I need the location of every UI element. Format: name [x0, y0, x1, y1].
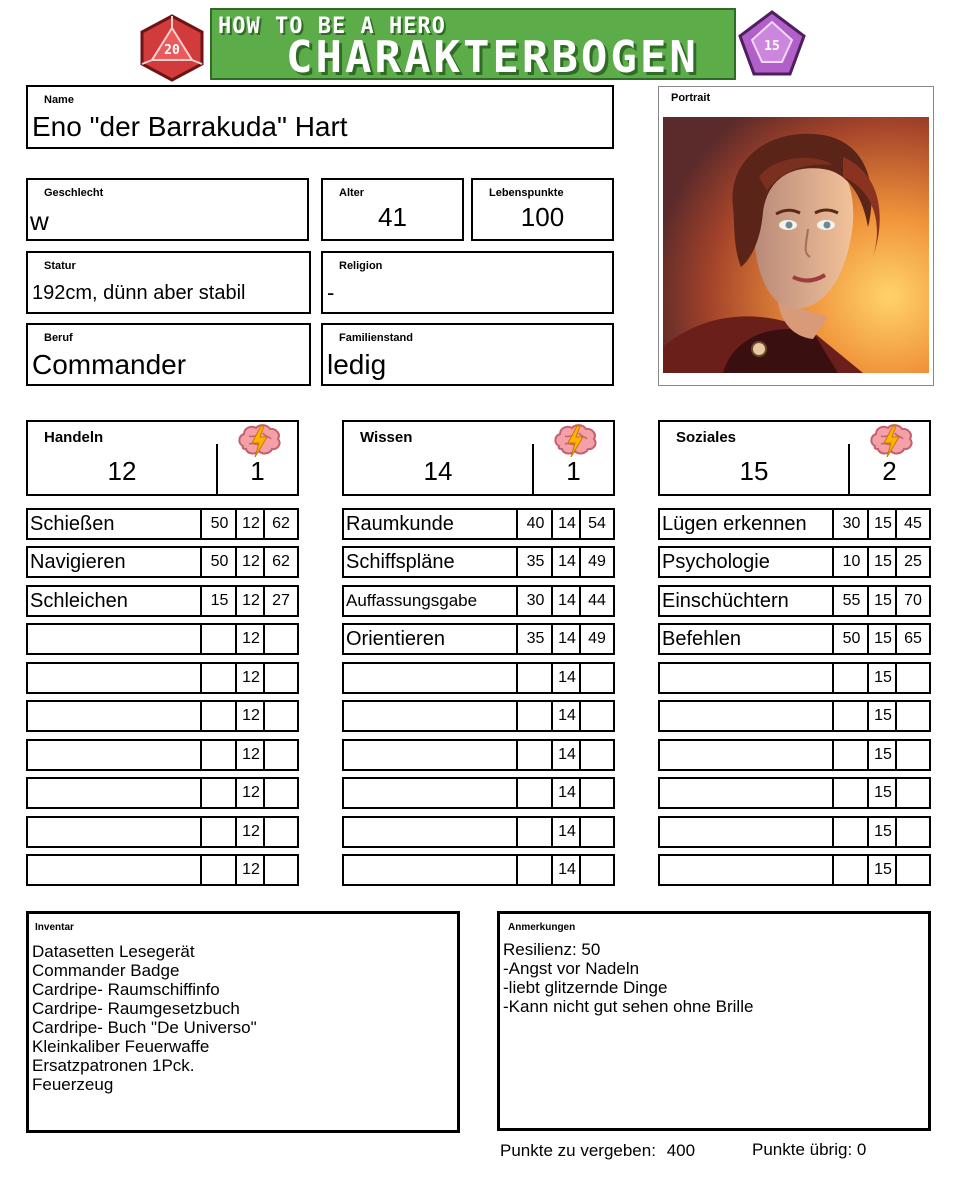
skill-bonus: 12: [235, 741, 265, 769]
skill-total: 25: [895, 548, 929, 576]
skill-total: 45: [895, 510, 929, 538]
skill-base[interactable]: 55: [832, 587, 869, 615]
statur-field[interactable]: [26, 251, 311, 314]
skill-base[interactable]: [516, 664, 553, 692]
category-name: Soziales: [676, 429, 737, 446]
skill-bonus: 15: [867, 625, 897, 653]
points-to-spend: [500, 1141, 695, 1161]
skill-bonus: 14: [551, 856, 581, 884]
skill-bonus: 12: [235, 548, 265, 576]
skill-row[interactable]: [342, 662, 615, 694]
skill-row[interactable]: [342, 816, 615, 848]
geschlecht-value: w: [30, 206, 49, 236]
svg-text:20: 20: [164, 43, 180, 58]
skill-base[interactable]: 30: [516, 587, 553, 615]
name-field[interactable]: [26, 85, 614, 149]
skill-total: [579, 741, 613, 769]
skill-bonus: 15: [867, 779, 897, 807]
beruf-field[interactable]: [26, 323, 311, 386]
skill-base[interactable]: [516, 741, 553, 769]
skill-name[interactable]: Einschüchtern: [662, 589, 789, 612]
skill-total: [895, 779, 929, 807]
skill-row[interactable]: [658, 508, 931, 540]
category-name: Handeln: [44, 429, 104, 446]
points-to-spend-label: Punkte zu vergeben:: [500, 1141, 656, 1160]
skill-total: 62: [263, 510, 297, 538]
skill-base[interactable]: 30: [832, 510, 869, 538]
skill-total: [263, 818, 297, 846]
religion-label: Religion: [339, 260, 383, 272]
points-remaining-label: Punkte übrig:: [752, 1140, 853, 1159]
skill-base[interactable]: [200, 625, 237, 653]
skill-base[interactable]: [832, 818, 869, 846]
inventar-item: Ersatzpatronen 1Pck.: [32, 1056, 195, 1075]
category-soziales-header: [658, 420, 931, 496]
skill-bonus: 14: [551, 779, 581, 807]
category-inspiration[interactable]: 1: [566, 456, 581, 486]
portrait-image: [663, 117, 929, 373]
skill-base[interactable]: [200, 741, 237, 769]
category-wissen-header: [342, 420, 615, 496]
skill-row[interactable]: [26, 508, 299, 540]
skill-bonus: 14: [551, 587, 581, 615]
points-remaining: [752, 1140, 866, 1160]
category-value[interactable]: 14: [423, 456, 453, 486]
skill-row[interactable]: [26, 700, 299, 732]
skill-total: 27: [263, 587, 297, 615]
skill-bonus: 15: [867, 510, 897, 538]
skill-total: [263, 779, 297, 807]
skill-bonus: 12: [235, 510, 265, 538]
skill-name[interactable]: Psychologie: [662, 550, 770, 573]
skill-total: [579, 856, 613, 884]
skill-name[interactable]: Navigieren: [30, 550, 126, 573]
brain-lightning-icon: [869, 424, 913, 458]
skill-total: [579, 702, 613, 730]
skill-row[interactable]: [342, 777, 615, 809]
skill-total: [263, 856, 297, 884]
skill-name[interactable]: Auffassungsgabe: [346, 591, 478, 610]
skill-name[interactable]: Schiffspläne: [346, 550, 455, 573]
geschlecht-field[interactable]: [26, 178, 309, 241]
skill-row[interactable]: [658, 546, 931, 578]
skill-base[interactable]: [200, 702, 237, 730]
brain-lightning-icon: [553, 424, 597, 458]
skill-bonus: 14: [551, 664, 581, 692]
skill-total: 44: [579, 587, 613, 615]
skill-row[interactable]: [342, 700, 615, 732]
name-value: Eno "der Barrakuda" Hart: [32, 111, 348, 142]
inventar-item: Cardripe- Buch "De Universo": [32, 1018, 257, 1037]
skill-base[interactable]: [200, 779, 237, 807]
skill-total: [895, 702, 929, 730]
skill-base[interactable]: 15: [200, 587, 237, 615]
brain-lightning-icon: [237, 424, 281, 458]
portrait-label: Portrait: [671, 92, 711, 104]
inventar-item: Feuerzeug: [32, 1075, 114, 1094]
skill-base[interactable]: [832, 856, 869, 884]
skill-row[interactable]: [26, 777, 299, 809]
skill-base[interactable]: 40: [516, 510, 553, 538]
anmerkung-item: -liebt glitzernde Dinge: [503, 978, 668, 997]
skill-row[interactable]: [342, 585, 615, 617]
skill-total: [579, 664, 613, 692]
skill-base[interactable]: 50: [200, 510, 237, 538]
skill-total: [895, 741, 929, 769]
skill-bonus: 14: [551, 702, 581, 730]
skill-total: 65: [895, 625, 929, 653]
inventar-item: Kleinkaliber Feuerwaffe: [32, 1037, 210, 1056]
skill-row[interactable]: [658, 739, 931, 771]
points-remaining-value: 0: [856, 1140, 867, 1159]
anmerkung-item: -Kann nicht gut sehen ohne Brille: [503, 997, 754, 1016]
lebenspunkte-value: 100: [520, 202, 565, 232]
skill-row[interactable]: [26, 623, 299, 655]
d10-die-icon: [738, 10, 806, 78]
title-small: HOW TO BE A HERO: [218, 14, 446, 39]
skill-total: [895, 818, 929, 846]
skill-base[interactable]: [516, 856, 553, 884]
skill-bonus: 14: [551, 625, 581, 653]
skill-row[interactable]: [26, 585, 299, 617]
familienstand-label: Familienstand: [339, 332, 413, 344]
portrait-frame: [658, 86, 934, 386]
skill-row[interactable]: [26, 662, 299, 694]
points-to-spend-value: 400: [666, 1141, 696, 1160]
skill-bonus: 12: [235, 664, 265, 692]
familienstand-field[interactable]: [321, 323, 614, 386]
skill-name[interactable]: Befehlen: [662, 627, 741, 650]
skill-name[interactable]: Lügen erkennen: [662, 512, 807, 535]
skill-total: 49: [579, 625, 613, 653]
category-handeln-header: [26, 420, 299, 496]
skill-base[interactable]: [516, 702, 553, 730]
skill-row[interactable]: [342, 739, 615, 771]
skill-total: [579, 818, 613, 846]
skill-name[interactable]: Raumkunde: [346, 512, 454, 535]
d20-die-icon: [138, 14, 206, 82]
inventar-item: Commander Badge: [32, 961, 180, 980]
category-name: Wissen: [360, 429, 413, 446]
alter-field[interactable]: [321, 178, 464, 241]
skill-bonus: 15: [867, 702, 897, 730]
inventar-item: Cardripe- Raumgesetzbuch: [32, 999, 240, 1018]
alter-value: 41: [378, 202, 407, 232]
skill-name[interactable]: Schleichen: [30, 589, 128, 612]
skill-bonus: 12: [235, 587, 265, 615]
skill-total: 70: [895, 587, 929, 615]
skill-bonus: 12: [235, 625, 265, 653]
inventar-item: Cardripe- Raumschiffinfo: [32, 980, 220, 999]
anmerkung-item: -Angst vor Nadeln: [503, 959, 640, 978]
svg-text:15: 15: [764, 39, 780, 54]
skill-row[interactable]: [26, 739, 299, 771]
skill-name[interactable]: Schießen: [30, 512, 115, 535]
skill-base[interactable]: [832, 664, 869, 692]
skill-bonus: 12: [235, 818, 265, 846]
skill-row[interactable]: [26, 816, 299, 848]
skill-total: [579, 779, 613, 807]
skill-row[interactable]: [658, 816, 931, 848]
skill-base[interactable]: 10: [832, 548, 869, 576]
anmerkungen-label: Anmerkungen: [508, 922, 576, 933]
beruf-label: Beruf: [44, 332, 73, 344]
skill-total: 54: [579, 510, 613, 538]
skill-bonus: 12: [235, 702, 265, 730]
skill-total: [263, 625, 297, 653]
lebenspunkte-field[interactable]: [471, 178, 614, 241]
page-title: CHARAKTERBOGEN: [286, 32, 699, 83]
skill-bonus: 14: [551, 510, 581, 538]
skill-total: [263, 741, 297, 769]
skill-total: [895, 856, 929, 884]
skill-row[interactable]: [658, 623, 931, 655]
skill-total: 49: [579, 548, 613, 576]
category-value[interactable]: 15: [739, 456, 769, 486]
anmerkung-item: Resilienz: 50: [503, 940, 601, 959]
skill-row[interactable]: [658, 585, 931, 617]
inventar-list: [32, 942, 257, 1094]
skill-base[interactable]: 50: [832, 625, 869, 653]
category-inspiration[interactable]: 2: [882, 456, 897, 486]
skill-bonus: 12: [235, 779, 265, 807]
skill-bonus: 14: [551, 741, 581, 769]
inventar-box[interactable]: [26, 911, 460, 1133]
skill-bonus: 15: [867, 818, 897, 846]
inventar-label: Inventar: [35, 922, 74, 933]
skill-bonus: 15: [867, 741, 897, 769]
skill-row[interactable]: [658, 662, 931, 694]
skill-bonus: 14: [551, 548, 581, 576]
skill-total: [263, 702, 297, 730]
lebenspunkte-label: Lebenspunkte: [489, 187, 564, 199]
skill-bonus: 15: [867, 856, 897, 884]
geschlecht-label: Geschlecht: [44, 187, 104, 199]
anmerkungen-box[interactable]: [497, 911, 931, 1131]
skill-total: [263, 664, 297, 692]
skill-name[interactable]: Orientieren: [346, 627, 445, 650]
beruf-value: Commander: [32, 349, 187, 380]
skill-bonus: 15: [867, 548, 897, 576]
skill-bonus: 15: [867, 587, 897, 615]
skill-total: [895, 664, 929, 692]
skill-base[interactable]: [200, 664, 237, 692]
category-inspiration[interactable]: 1: [250, 456, 265, 486]
skill-base[interactable]: [832, 702, 869, 730]
skill-base[interactable]: [200, 818, 237, 846]
skill-base[interactable]: [200, 856, 237, 884]
skill-row[interactable]: [342, 508, 615, 540]
skill-base[interactable]: 35: [516, 625, 553, 653]
skill-row[interactable]: [342, 854, 615, 886]
anmerkungen-list: [503, 940, 753, 1016]
skill-bonus: 14: [551, 818, 581, 846]
statur-label: Statur: [44, 260, 76, 272]
alter-label: Alter: [339, 187, 365, 199]
skill-total: 62: [263, 548, 297, 576]
skill-row[interactable]: [658, 700, 931, 732]
skill-base[interactable]: [832, 741, 869, 769]
skill-row[interactable]: [26, 854, 299, 886]
skill-base[interactable]: [516, 818, 553, 846]
skill-base[interactable]: 35: [516, 548, 553, 576]
skill-bonus: 12: [235, 856, 265, 884]
skill-row[interactable]: [658, 854, 931, 886]
name-label: Name: [44, 94, 74, 106]
title-banner: [210, 8, 736, 83]
religion-field[interactable]: [321, 251, 614, 314]
skill-base[interactable]: [832, 779, 869, 807]
skill-base[interactable]: 50: [200, 548, 237, 576]
skill-row[interactable]: [26, 546, 299, 578]
religion-value: -: [327, 280, 335, 305]
skill-row[interactable]: [342, 546, 615, 578]
statur-value: 192cm, dünn aber stabil: [32, 282, 246, 304]
skill-row[interactable]: [658, 777, 931, 809]
familienstand-value: ledig: [327, 349, 387, 380]
skill-bonus: 15: [867, 664, 897, 692]
category-value[interactable]: 12: [107, 456, 137, 486]
inventar-item: Datasetten Lesegerät: [32, 942, 195, 961]
skill-row[interactable]: [342, 623, 615, 655]
skill-base[interactable]: [516, 779, 553, 807]
